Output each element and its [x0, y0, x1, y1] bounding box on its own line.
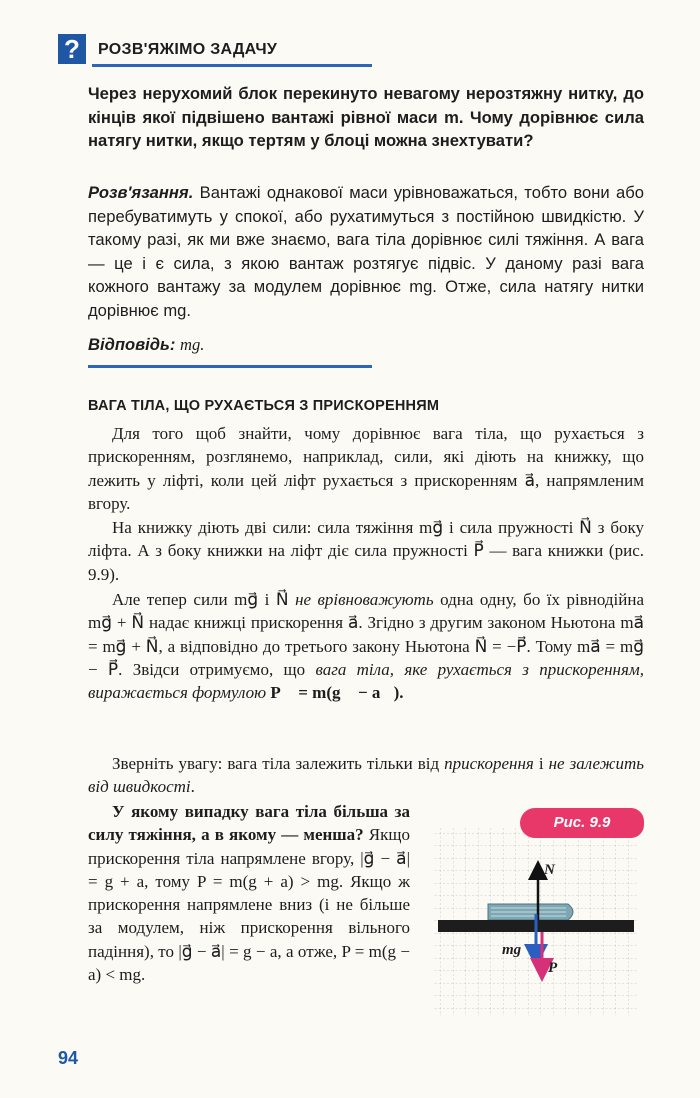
p3-part-a: Але тепер сили mg⃗ і N⃗: [112, 590, 296, 609]
p3-formula: P⃗ = m(g⃗ − a⃗).: [266, 683, 404, 703]
paragraph-1: Для того щоб знайти, чому дорівнює вага тіла, що рухається з прискоренням, розглянемо, наприклад, сили, які діють на книжку, що лежить у ліфті, коли цей ліфт рухається з прискоренням a⃗, напрямленим вгору.: [88, 424, 644, 513]
paragraph-2: На книжку діють дві сили: сила тяжіння mg⃗ і сила пружності N⃗ з боку ліфта. А з боку книжки на ліфт діє сила пружності P⃗ — вага книжки (рис. 9.9).: [88, 518, 644, 584]
section-heading-solve-problem: РОЗВ'ЯЖІМО ЗАДАЧУ: [98, 41, 278, 58]
section-title: ВАГА ТІЛА, ЩО РУХАЄТЬСЯ З ПРИСКОРЕННЯМ: [88, 398, 440, 414]
p4-part-a: Зверніть увагу: вага тіла залежить тільки від: [112, 754, 445, 773]
p4-part-e: .: [190, 777, 195, 797]
p3-part-c: одна одну, бо їх рівнодійна mg⃗ + N⃗ надає книжці прискорення a⃗. Згідно з другим законом Ньютона ma⃗ = mg⃗ + N⃗, а відповідно до третього закону Ньютона N⃗ = −P⃗. Тому ma⃗ = mg⃗ − P⃗. Звідси отримуємо, що: [88, 590, 644, 679]
label-mg: mg⃗: [502, 942, 533, 958]
p4-part-c: і: [533, 754, 549, 773]
p3-emph-not-balanced: не врівноважують: [295, 590, 434, 609]
page-number: 94: [58, 1048, 79, 1068]
paragraph-3: [88, 588, 644, 704]
answer-value: mg.: [180, 335, 205, 354]
problem-solution: [88, 181, 644, 322]
question-icon: ?: [58, 34, 86, 64]
p4-emph-acceleration: прискорення: [444, 754, 534, 773]
problem-question: Через нерухомий блок перекинуто невагому нерозтяжну нитку, до кінців якої підвішено вантажі рівної маси m. Чому дорівнює сила натягу нитки, якщо тертям у блоці можна знехтувати?: [88, 84, 644, 150]
p3-emph-definition: вага тіла, яке рухається з прискоренням, виражається формулою: [88, 659, 644, 703]
label-P: P⃗: [548, 960, 569, 976]
paragraph-4: [88, 752, 644, 799]
p4-emph-speed: не залежить від швидкості: [88, 754, 644, 797]
label-N: N⃗: [544, 862, 567, 878]
figure-drawing: [428, 808, 646, 1020]
solution-text: Вантажі однакової маси урівноважаться, тобто вони або перебуватимуть у спокої, або рухатимуться з постійною швидкістю. У такому разі, як ми вже знаємо, вага тіла дорівнює силі тяжіння. А вага — це і є сила, з якою вантаж розтягує підвіс. У даному разі вага кожного вантажу за модулем дорівнює mg. Отже, сила натягу нитки дорівнює mg.: [88, 183, 644, 320]
solution-label: Розв'язання.: [88, 183, 194, 202]
figure-9-9: [428, 808, 646, 1020]
p5-question: У якому випадку вага тіла більша за силу тяжіння, а в якому — менша?: [88, 802, 410, 845]
problem-bottom-rule: [88, 365, 372, 368]
p5-text: Якщо прискорення тіла напрямлене вгору, |g⃗ − a⃗| = g + a, тому P = m(g + a) > mg. Якщо ж прискорення напрямлене вниз (і не більше за модулем, ніж прискорення вільного падіння), то |g⃗ − a⃗| = g − a, а отже, P = m(g − a) < mg.: [88, 825, 410, 985]
paragraph-5: [88, 800, 410, 986]
problem-answer: [88, 333, 644, 357]
figure-tag: Рис. 9.9: [520, 808, 644, 838]
heading-underline: [92, 64, 372, 67]
answer-label: Відповідь:: [88, 335, 176, 354]
